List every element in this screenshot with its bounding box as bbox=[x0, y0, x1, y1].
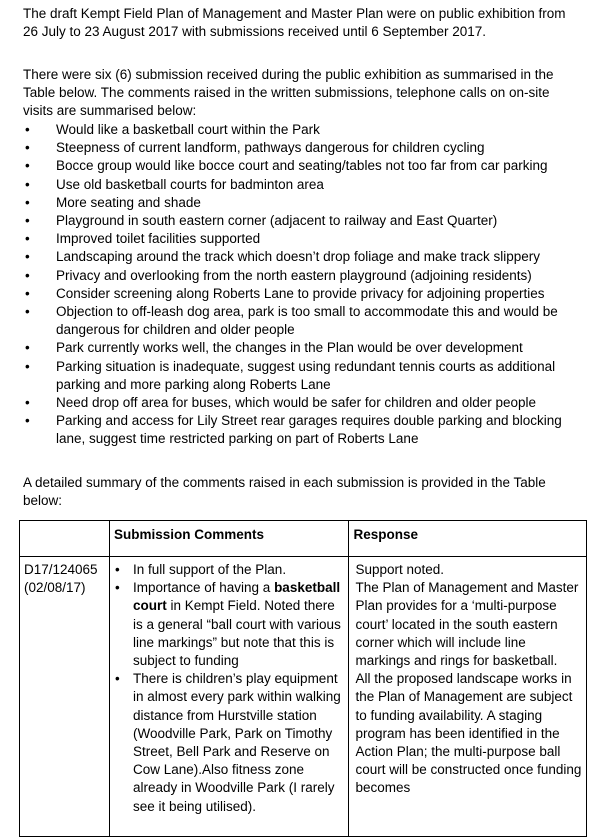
list-item: • Use old basketball courts for badminton area bbox=[23, 176, 583, 194]
bullet-icon: • bbox=[25, 176, 30, 192]
header-response: Response bbox=[349, 521, 587, 557]
list-item: • In full support of the Plan. bbox=[112, 561, 346, 579]
list-item: • Bocce group would like bocce court and seating/tables not too far from car parking bbox=[23, 157, 583, 175]
intro-paragraph: The draft Kempt Field Plan of Management and Master Plan were on public exhibition from 26 July to 23 August 2017 with submissions received until 6 September 2017. bbox=[23, 6, 566, 40]
bullet-icon: • bbox=[114, 671, 120, 687]
list-item: • More seating and shade bbox=[23, 194, 583, 212]
table-row bbox=[20, 557, 587, 837]
list-item: • Playground in south eastern corner (adjacent to railway and East Quarter) bbox=[23, 212, 583, 230]
emphasis-basketball-court: basketball court bbox=[132, 580, 341, 614]
bullet-icon: • bbox=[25, 122, 30, 137]
table-header-row bbox=[20, 521, 587, 557]
list-item: • Landscaping around the track which doesn’t drop foliage and make track slippery bbox=[23, 248, 583, 266]
comments-bullet-list bbox=[23, 121, 583, 449]
bullet-icon: • bbox=[25, 304, 30, 320]
header-id bbox=[20, 521, 110, 557]
submission-date: (02/08/17) bbox=[24, 580, 86, 596]
response-support-noted: Support noted. bbox=[355, 562, 445, 577]
response-cell bbox=[349, 557, 587, 837]
bullet-icon: • bbox=[25, 340, 30, 356]
submissions-table bbox=[19, 520, 587, 837]
bullet-icon: • bbox=[25, 285, 30, 301]
summary-intro-paragraph: There were six (6) submission received during the public exhibition as summarised in the Table below. The comments raised in the written submissions, telephone calls on on-site visits are summarised below: bbox=[23, 67, 554, 119]
list-item: • Consider screening along Roberts Lane to provide privacy for adjoining properties bbox=[23, 285, 583, 303]
bullet-icon: • bbox=[114, 580, 120, 596]
bullet-icon: • bbox=[25, 395, 30, 411]
list-item: • Objection to off-leash dog area, park is too small to accommodate this and would be dangerous for children and older people bbox=[25, 304, 558, 338]
list-item: • Importance of having a basketball court in Kempt Field. Noted there is a general “ball court with various line markings” but note that this is subject to funding bbox=[114, 580, 341, 669]
bullet-icon: • bbox=[25, 158, 30, 174]
response-funding: All the proposed landscape works in the Plan of Management are subject to funding availability. A staging program has been identified in the Action Plan; the multi-purpose ball court will be constructed once funding becomes bbox=[355, 671, 582, 796]
table-intro-paragraph: A detailed summary of the comments raised in each submission is provided in the Table below: bbox=[23, 475, 546, 509]
submission-comments-list bbox=[112, 561, 346, 816]
bullet-icon: • bbox=[25, 213, 30, 229]
list-item: • Park currently works well, the changes in the Plan would be over development bbox=[23, 339, 583, 357]
bullet-icon: • bbox=[114, 562, 120, 577]
bullet-icon: • bbox=[25, 267, 30, 283]
list-item: • Steepness of current landform, pathways dangerous for children cycling bbox=[23, 139, 583, 157]
list-item: • Parking and access for Lily Street rear garages requires double parking and blocking lane, suggest time restricted parking on part of Roberts Lane bbox=[25, 413, 562, 447]
list-item: • Improved toilet facilities supported bbox=[23, 230, 583, 248]
bullet-icon: • bbox=[25, 413, 30, 429]
bullet-icon: • bbox=[25, 194, 30, 210]
submission-comments-cell bbox=[109, 557, 349, 837]
bullet-icon: • bbox=[25, 249, 30, 265]
submission-id-cell bbox=[20, 557, 110, 837]
list-item: • Need drop off area for buses, which would be safer for children and older people bbox=[23, 394, 583, 412]
list-item: • Privacy and overlooking from the north eastern playground (adjoining residents) bbox=[23, 267, 583, 285]
list-item: • Parking situation is inadequate, suggest using redundant tennis courts as additional parking and more parking along Roberts Lane bbox=[25, 358, 556, 392]
bullet-icon: • bbox=[25, 140, 30, 156]
list-item: • Would like a basketball court within the Park bbox=[23, 121, 583, 139]
list-item: • There is children’s play equipment in almost every park within walking distance from Hurstville station (Woodville Park, Park on Timothy Street, Bell Park and Reserve on Cow Lane).Also fitness zone already in Woodville Park (I rarely see it being utilised). bbox=[114, 671, 341, 814]
submission-id: D17/124065 bbox=[24, 562, 98, 577]
response-multi-purpose-court: The Plan of Management and Master Plan provides for a ‘multi-purpose court’ located in the south eastern corner which will include line markings and rings for basketball. bbox=[355, 580, 579, 669]
header-submission-comments: Submission Comments bbox=[109, 521, 349, 557]
bullet-icon: • bbox=[25, 358, 30, 374]
bullet-icon: • bbox=[25, 231, 30, 247]
